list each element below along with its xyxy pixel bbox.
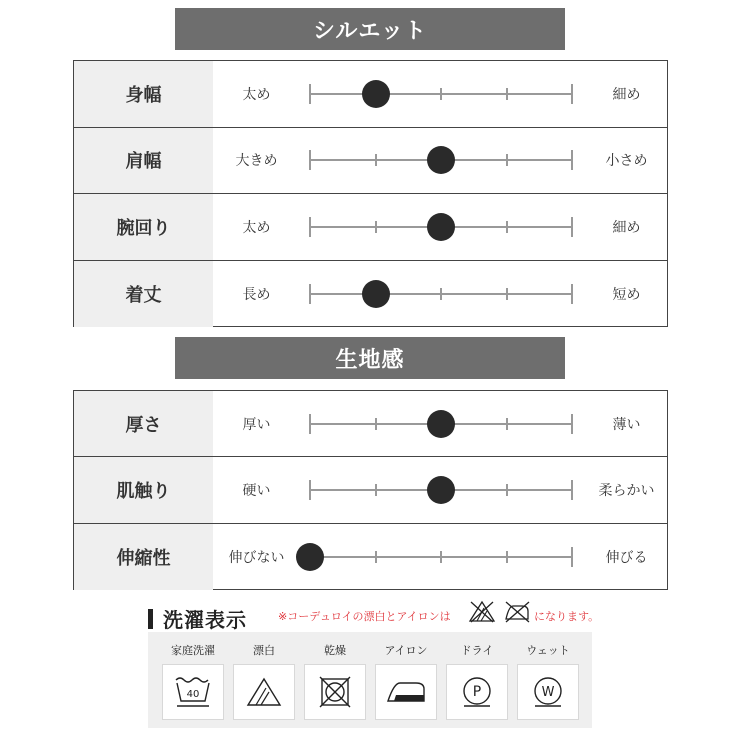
care-icon-box <box>162 664 224 720</box>
care-icon-box <box>375 664 437 720</box>
dry-clean-p-icon <box>457 675 497 709</box>
row-label: 身幅 <box>74 61 213 127</box>
rating-scale <box>310 150 572 170</box>
rating-row <box>74 194 667 261</box>
scale-tick <box>506 288 508 300</box>
scale-marker <box>427 410 455 438</box>
rating-scale <box>310 414 572 434</box>
scale-tick <box>506 221 508 233</box>
scale-tick <box>571 480 573 500</box>
scale-tick <box>571 547 573 567</box>
care-label: ドライ <box>460 644 494 657</box>
rating-scale <box>310 217 572 237</box>
care-label: 家庭洗濯 <box>171 644 215 657</box>
scale-tick <box>375 484 377 496</box>
row-label: 肩幅 <box>74 128 213 194</box>
care-title-text: 洗濯表示 <box>163 608 247 632</box>
scale-marker <box>427 476 455 504</box>
scale-tick <box>506 154 508 166</box>
row-label: 腕回り <box>74 194 213 260</box>
row-label: 厚さ <box>74 391 213 456</box>
scale-tick <box>506 88 508 100</box>
scale-left-label: 厚い <box>242 416 271 433</box>
wet-clean-letter: W <box>541 685 555 700</box>
scale-marker <box>296 543 324 571</box>
scale-right-label: 薄い <box>612 416 641 433</box>
rating-row <box>74 391 667 457</box>
scale-tick <box>506 484 508 496</box>
row-label: 着丈 <box>74 261 213 328</box>
scale-right-label: 伸びる <box>605 549 648 566</box>
care-title-bar <box>148 609 153 629</box>
fabric-header: 生地感 <box>175 337 565 379</box>
scale-tick <box>506 551 508 563</box>
scale-right-label: 短め <box>612 286 641 303</box>
rating-row <box>74 524 667 590</box>
no-tumble-dry-icon <box>315 675 355 709</box>
scale-right-label: 細め <box>612 219 641 236</box>
row-label: 肌触り <box>74 457 213 522</box>
wet-clean-w-icon <box>528 675 568 709</box>
scale-left-label: 太め <box>242 219 271 236</box>
scale-tick <box>375 154 377 166</box>
wash-tub-40-icon <box>173 675 213 709</box>
care-label: 漂白 <box>253 644 275 657</box>
scale-tick <box>309 284 311 304</box>
scale-right-label: 細め <box>612 86 641 103</box>
scale-tick <box>571 84 573 104</box>
care-label: 乾燥 <box>324 644 346 657</box>
scale-tick <box>571 414 573 434</box>
dry-clean-letter: P <box>472 684 482 700</box>
care-title <box>148 604 247 633</box>
note-iron-prohibited-icon <box>502 600 532 624</box>
rating-row <box>74 61 667 128</box>
scale-tick <box>571 284 573 304</box>
scale-tick <box>309 84 311 104</box>
rating-scale <box>310 547 572 567</box>
scale-tick <box>440 551 442 563</box>
scale-tick <box>440 288 442 300</box>
care-icon-box <box>233 664 295 720</box>
bleach-triangle-icon <box>244 675 284 709</box>
rating-row <box>74 128 667 195</box>
scale-tick <box>571 150 573 170</box>
care-icon-box <box>517 664 579 720</box>
scale-left-label: 大きめ <box>235 153 278 170</box>
row-label: 伸縮性 <box>74 524 213 590</box>
scale-tick <box>375 418 377 430</box>
scale-tick <box>309 150 311 170</box>
scale-tick <box>571 217 573 237</box>
care-note-suffix: になります。 <box>534 610 600 623</box>
scale-marker <box>427 213 455 241</box>
rating-scale <box>310 284 572 304</box>
scale-right-label: 柔らかい <box>598 482 655 499</box>
note-bleach-prohibited-icon <box>468 600 496 624</box>
rating-scale <box>310 480 572 500</box>
scale-marker <box>362 80 390 108</box>
care-icon-box <box>446 664 508 720</box>
scale-left-label: 長め <box>242 286 271 303</box>
iron-icon <box>384 675 428 709</box>
scale-left-label: 硬い <box>242 482 271 499</box>
scale-marker <box>427 146 455 174</box>
scale-left-label: 伸びない <box>228 549 285 566</box>
scale-left-label: 太め <box>242 86 271 103</box>
scale-right-label: 小さめ <box>605 153 648 170</box>
scale-tick <box>309 480 311 500</box>
silhouette-table <box>73 60 668 327</box>
care-label: ウェット <box>526 644 570 657</box>
fabric-table <box>73 390 668 590</box>
silhouette-header: シルエット <box>175 8 565 50</box>
care-note-prefix: ※コーデュロイの漂白とアイロンは <box>278 610 451 623</box>
rating-row <box>74 261 667 328</box>
care-label: アイロン <box>384 644 428 657</box>
wash-temp: 40 <box>186 689 200 700</box>
scale-marker <box>362 280 390 308</box>
care-icon-box <box>304 664 366 720</box>
rating-scale <box>310 84 572 104</box>
rating-row <box>74 457 667 523</box>
scale-tick <box>506 418 508 430</box>
scale-tick <box>309 414 311 434</box>
scale-tick <box>309 217 311 237</box>
scale-tick <box>440 88 442 100</box>
scale-tick <box>375 221 377 233</box>
care-panel <box>148 632 592 728</box>
scale-tick <box>375 551 377 563</box>
